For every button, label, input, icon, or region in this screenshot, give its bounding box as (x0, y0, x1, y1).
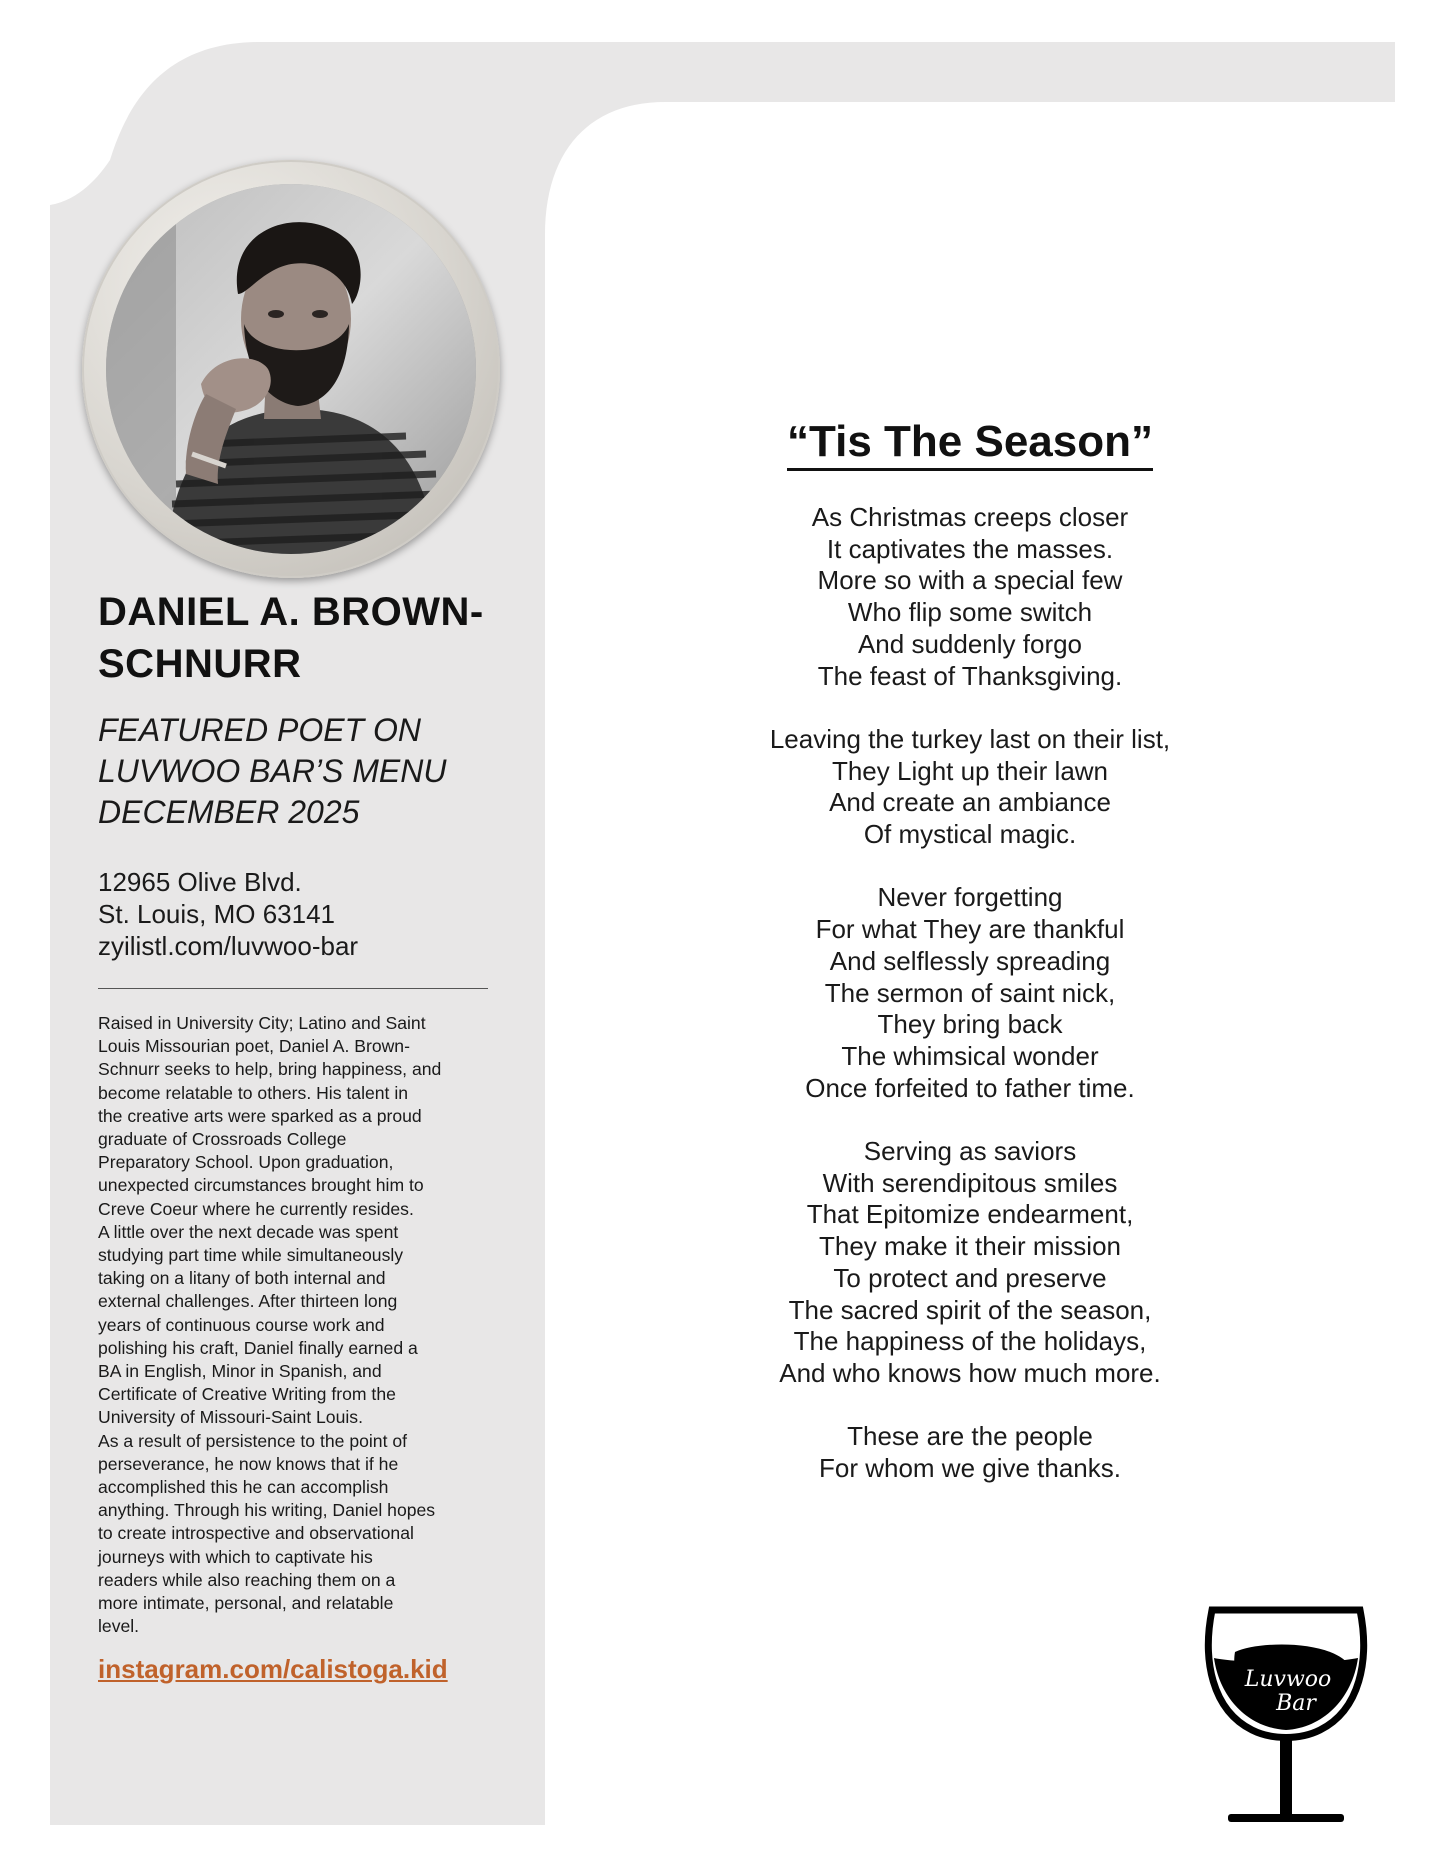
bio-line: more intimate, personal, and relatable (98, 1593, 394, 1614)
bio-line: studying part time while simultaneously (98, 1245, 404, 1266)
poet-name (98, 586, 498, 690)
poem-line: Never forgetting (877, 882, 1063, 913)
poet-portrait-frame (82, 160, 500, 578)
bio-line: anything. Through his writing, Daniel hopes (98, 1500, 436, 1521)
poem-body (700, 502, 1240, 1516)
bio-line: BA in English, Minor in Spanish, and (98, 1361, 382, 1382)
poem-line: It captivates the masses. (826, 533, 1114, 564)
feature-line: FEATURED POET ON (98, 712, 421, 748)
address-city: St. Louis, MO 63141 (98, 899, 336, 929)
poem-stanza (700, 502, 1240, 692)
bio-line: Raised in University City; Latino and Saint (98, 1013, 426, 1033)
poet-photo (106, 184, 476, 554)
bio-line: to create introspective and observational (98, 1523, 414, 1544)
poem-line: With serendipitous smiles (822, 1167, 1118, 1198)
poem-line: They make it their mission (819, 1231, 1121, 1262)
poem-line: And create an ambiance (829, 787, 1111, 818)
poem-line: For whom we give thanks. (818, 1453, 1121, 1484)
bio-line: Creve Coeur where he currently resides. (98, 1198, 414, 1219)
bio-line: accomplished this he can accomplish (98, 1477, 389, 1498)
bio-line: external challenges. After thirteen long (98, 1291, 398, 1312)
bio-line: journeys with which to captivate his (98, 1546, 373, 1567)
venue-website: zyilistl.com/luvwoo-bar (98, 931, 359, 961)
bio-line: A little over the next decade was spent (98, 1221, 399, 1242)
poem-line: They Light up their lawn (831, 755, 1109, 786)
poem-line: And selflessly spreading (829, 945, 1111, 976)
logo-text-line1: Luvwoo (1244, 1667, 1332, 1692)
poem-stanza (700, 1421, 1240, 1484)
bio-line: become relatable to others. His talent in (98, 1082, 409, 1103)
poem-stanza (700, 882, 1240, 1104)
address-street: 12965 Olive Blvd. (98, 867, 302, 897)
bio-line: years of continuous course work and (98, 1314, 385, 1335)
poem-line: Serving as saviors (863, 1136, 1077, 1167)
poem-line: The sermon of saint nick, (824, 977, 1116, 1008)
bio-line: graduate of Crossroads College (98, 1129, 347, 1150)
poem-line: Leaving the turkey last on their list, (769, 723, 1171, 754)
poet-bio (98, 1012, 498, 1638)
poem-stanza (700, 724, 1240, 851)
bio-line: level. (98, 1616, 140, 1637)
poet-name-line: DANIEL A. BROWN- (98, 590, 484, 634)
poem-line: To protect and preserve (833, 1262, 1107, 1293)
bio-line: unexpected circumstances brought him to (98, 1175, 424, 1196)
poem-line: The sacred spirit of the season, (788, 1294, 1152, 1325)
poem-line: Of mystical magic. (863, 819, 1077, 850)
poem-line: Once forfeited to father time. (805, 1072, 1135, 1103)
bio-line: As a result of persistence to the point of (98, 1430, 408, 1451)
bio-line: taking on a litany of both internal and (98, 1268, 386, 1289)
logo-text-line2: Bar (1276, 1691, 1316, 1716)
bio-line: Preparatory School. Upon graduation, (98, 1152, 394, 1173)
feature-line: LUVWOO BAR’S MENU (98, 753, 447, 789)
poem-line: As Christmas creeps closer (811, 502, 1129, 532)
bio-line: Certificate of Creative Writing from the (98, 1384, 396, 1405)
poem-line: They bring back (877, 1009, 1063, 1040)
poem-line: For what They are thankful (815, 914, 1125, 945)
luvwoo-bar-logo (1200, 1600, 1372, 1830)
poem-stanza (700, 1136, 1240, 1390)
bio-line: University of Missouri-Saint Louis. (98, 1407, 363, 1428)
poem-line: These are the people (847, 1421, 1093, 1452)
poem-line: The happiness of the holidays, (793, 1326, 1147, 1357)
poet-name-line: SCHNURR (98, 642, 302, 686)
poem-line: More so with a special few (817, 565, 1123, 596)
poem-line: The feast of Thanksgiving. (817, 660, 1123, 691)
poem-line: And who knows how much more. (779, 1357, 1161, 1388)
poem-line: And suddenly forgo (857, 628, 1083, 659)
divider-line (98, 988, 488, 989)
poem-title-text: “Tis The Season” (787, 417, 1153, 471)
poem-line: That Epitomize endearment, (806, 1199, 1134, 1230)
instagram-link[interactable]: instagram.com/calistoga.kid (98, 1654, 448, 1684)
bio-line: perseverance, he now knows that if he (98, 1453, 399, 1474)
bio-line: the creative arts were sparked as a proud (98, 1105, 422, 1126)
featured-poet-heading (98, 710, 498, 833)
bio-line: readers while also reaching them on a (98, 1569, 396, 1590)
bio-line: Schnurr seeks to help, bring happiness, and (98, 1059, 442, 1080)
feature-line: DECEMBER 2025 (98, 794, 360, 830)
poem-title (700, 414, 1240, 470)
bio-line: polishing his craft, Daniel finally earned a (98, 1337, 418, 1358)
poem-line: The whimsical wonder (841, 1040, 1099, 1071)
bio-line: Louis Missourian poet, Daniel A. Brown- (98, 1036, 410, 1057)
venue-address (98, 866, 498, 962)
poem-line: Who flip some switch (847, 597, 1093, 628)
